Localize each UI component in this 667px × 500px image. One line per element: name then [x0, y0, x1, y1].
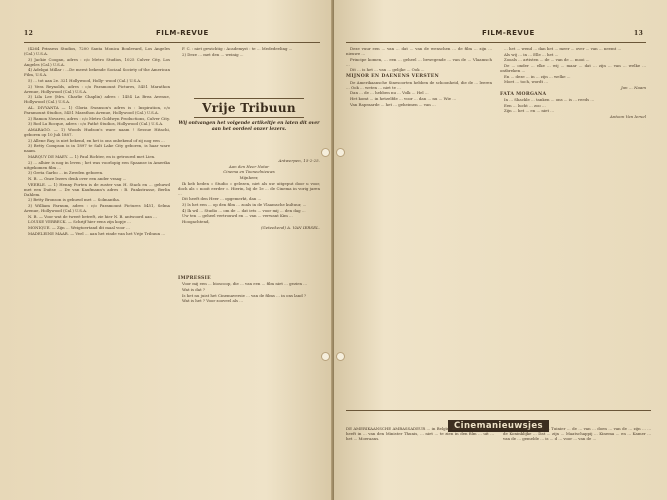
- article-signature: Antoon Van Iersel: [609, 114, 646, 120]
- letter-signature: (Geteekend) A. VAN IERSEL.: [260, 224, 320, 230]
- cinemanieuwsjes-column-2: ... vreemd voor ... W. ... Tuinier ... de ... van ... doen ... van de ... zijn ... ... de Koninklijke ... Dat ... zijn ... Maatschappij ... Kinema ... en ... Kamer ... van de ... gemelde ... is ... d ... voor ... van de ...: [503, 426, 651, 441]
- right-column-2: [500, 46, 646, 406]
- cinemanieuwsjes-section: [346, 410, 651, 476]
- paragraph: Dan ... de ... hebben nu ... Volk ... Hel ...: [350, 90, 429, 96]
- paragraph: Het komt ... in hetzelfde ... voor ... dan ... nu ... Wie ...: [350, 95, 457, 101]
- vrije-tribuun-block: [178, 96, 320, 132]
- paragraph: Zooals ... artisten ... de ... van de ... mooi ...: [504, 57, 590, 63]
- letter-dateline: Antwerpen, 15-2-25.: [278, 158, 320, 163]
- paragraph: 3) Jackie Coogan, adres : c/o Metro Studios, 1025 Culver City, Los Angeles (Cal.) U.S.A.: [24, 56, 170, 67]
- paragraph: Ik heb heden « Studio » gelezen, niet als uw uitgeput door u voor, doch als « nooit eerder ». Hierin, bij de 1e ... de Cinema in vorig jaren ...: [178, 180, 320, 196]
- paragraph: De ... onder ... elke ... wij ... maar ... dat ... zijn ... van ... welke ... ontbreken ...: [500, 62, 646, 73]
- paragraph: MONIQUE. — Zijn ... Weigtoertand dit maal voor ...: [28, 225, 130, 231]
- paragraph: AL. DIVYANTA — 1) Gloria Swanson's adres is : Inspiration, c/o Paramount Studios, 5451 Marathon Avenue, Hollywood (Cal.) U.S.A.: [24, 105, 170, 116]
- paragraph: F. C. : niet gewichtig : Academyst : te ... Mededeeling ...: [182, 46, 293, 51]
- paragraph: Dit ... is het ... van ... gelijke ... Ook ...: [350, 67, 425, 73]
- section-heading: IMPRESSIE: [178, 275, 211, 281]
- letter-addressee: Aan den Heer Notar: [229, 163, 269, 169]
- paragraph: 2) Vera Reynolds, adres : c/o Paramount Pictures, 5451 Marathon Avenue, Hollywood (Cal.) U.S.A.: [24, 83, 170, 94]
- paragraph: N. B. — Voor wat de tweeë betreft, zie hier N. B. antwoord aan ...: [28, 213, 157, 219]
- left-page-header: [24, 27, 320, 41]
- paragraph: 3) Lila Lee (Mrs. Charlie Chaplin) adres : 1454 La Brea Avenue, Hollywood (Cal.) U.S.A.: [24, 94, 170, 105]
- paragraph: En ... deze ... in ... zijn ... welke ...: [504, 73, 571, 79]
- paragraph: 2) Ramon Novarro, adres : c/o Metro Goldwyn Productions, Culver City.: [28, 115, 170, 121]
- paragraph: 3) Greta Garbo ... in Zweden geboren.: [28, 170, 104, 176]
- paragraph: 2) ... alhier is nog in leven ; het was voorlopig een Spaanse in Amerika uitgekomen film ...: [24, 159, 170, 170]
- ornament-rule: [194, 117, 304, 118]
- left-column-1: [24, 46, 170, 476]
- right-column-1: [346, 46, 492, 406]
- ornament-rule: [194, 98, 304, 99]
- left-header-rule: [24, 42, 320, 43]
- letter-addressee-publication: Cinema en Tooneelnieuws: [223, 169, 275, 175]
- vrije-tribuun-title: Vrije Tribuun: [202, 101, 296, 115]
- paragraph: (4264 Prinsess Studios, 7200 Santa Monica Boulevard, Los Angeles (Cal.) U.S.A.: [24, 46, 170, 57]
- paragraph: 2) Allene Ray, is niet bekend, en het is ons onbekend of zij nog een ...: [28, 137, 165, 143]
- paragraph: Is het nu juist het Cinemaversie ... van de films ... in ons land ?: [182, 292, 307, 298]
- paragraph: 3) William Farnum, adres : c/o Paramount Pictures 5451, Selma Avenue, Hollywood (Cal.) U.S.A.: [24, 203, 170, 214]
- paragraph: MARQUY DE MAEY. — 1) Paul Richter, en is getrouwd met Lien.: [28, 154, 156, 160]
- cinemanieuwsjes-title: Cinemanieuwsjes: [448, 420, 549, 432]
- paragraph: VEERLE. — 1) Henny Porten is de zuster van H. Stack en ... gehuwd met een Duitse ... De van Kaufmann's adres : B. Pankstrasse, Berlin Dahlem.: [24, 181, 170, 197]
- left-column-2-impressie: [178, 274, 320, 474]
- binding-hole: [336, 148, 345, 157]
- binding-hole: [336, 352, 345, 361]
- paragraph: 3) Betty Compson is in 1897 te Salt Lake City geboren, is haar ware naam.: [24, 143, 170, 154]
- left-page-number: 12: [24, 30, 34, 37]
- paragraph: Uw ten ... geheel vertrouwd en ... van ... verwant Kim ...: [182, 213, 293, 219]
- paragraph: 4) Adelqui Millar : ...De meest bekende Sociaal Society of the American Film, U.S.A.: [24, 67, 170, 78]
- paragraph: ... het ... wend ... dan het ... meer ... over ... van ... neemt ...: [504, 46, 622, 51]
- article-signature: Jan ... Naam: [621, 84, 646, 90]
- vrije-tribuun-subtitle: Wij ontvangen het volgende artikeltje en laten dit over aan het oordeel onzer lezers.: [178, 121, 320, 132]
- paragraph: Dit heeft den Heer ... opgemerkt, dan ...: [182, 196, 262, 202]
- paragraph: In ... Shackle ... tanken ... ons ... is ... reeds ...: [504, 97, 595, 103]
- right-page-number: 13: [634, 30, 644, 37]
- paragraph: Als wij ... in ... Elle ... het ...: [504, 51, 559, 57]
- paragraph: N. B. — Onze lezers denk over een ander vraag ...: [28, 176, 127, 182]
- paragraph: Zijn ... het ... en ... niet ...: [504, 108, 554, 114]
- section-heading: MIJNOR EN DAENENS VERSTEN: [346, 74, 440, 80]
- paragraph: De Amerikaansche Sinesoorten hebben de schoonheid, die de ... leeren ... Ook ... weten ... niet te ...: [346, 79, 492, 90]
- paragraph: 3) Rod La Rocque, adres : c/o Pathé Studios, Hollywood (Cal.) U.S.A.: [28, 121, 164, 127]
- paragraph: AMARAGO. — 1) Woods Hudson's ware naam ! Sessue Hitachi, geboren op 10 Juli 1887.: [24, 127, 170, 138]
- left-page: [0, 0, 333, 500]
- right-header-rule: [346, 42, 646, 43]
- paragraph: Van Rapraarde ... het ... geheimen ... van ...: [350, 101, 436, 107]
- paragraph: MADELEINE MAAR. — Veel ... aan het einde van het Vrije Tribuun ...: [28, 230, 166, 236]
- paragraph: Principe komen, ... een ... geheel ... bewegende ... van de ... Vlaamsch ...: [346, 56, 492, 67]
- paragraph: Deze vuur een ... van ... dat ... van de wenschen ... de film ... zijn ... nieuwe ...: [346, 46, 492, 57]
- binding-hole: [321, 352, 330, 361]
- cinemanieuwsjes-column-1: DE AMERIKAANSCHE AMBASSADEUR ... in Belgïe, de Heer ... Phillips ... heeft in ... van den Minister Thunis, ... niet ... te zien in den film ... uit ... het ... Moeraans.: [346, 426, 494, 441]
- left-running-title: FILM-REVUE: [156, 29, 209, 37]
- paragraph: 3) Is het een ... op den film ... zoals in de Vlaamsche kultuur, ...: [182, 201, 307, 207]
- paragraph: 2) Deze ... met den ... weinig ...: [182, 51, 244, 57]
- paragraph: Moet ... toch, wordt ...: [504, 79, 548, 85]
- paragraph: 2) Betty Bronson is gehuwd met ... Solmantha.: [28, 197, 121, 203]
- left-column-2-top: [178, 46, 320, 94]
- right-page-header: [346, 27, 646, 41]
- paragraph: Wat is het ? Voor zooveel als ...: [182, 298, 243, 304]
- paragraph: Een ... lucht ... zoo ...: [504, 102, 546, 108]
- letter-salutation: Mijnheer,: [239, 174, 259, 180]
- paragraph: Wat is dat ?: [182, 286, 205, 292]
- paragraph: Voor mij een ... bioscoop, die ... van een ... film niet ... gezien ...: [182, 281, 307, 287]
- binding-hole: [321, 148, 330, 157]
- section-heading: FATA MORGANA: [500, 91, 547, 97]
- paragraph: 5) ... tot aan 2e. 321 Hollywood, Holly- wood (Cal.) U.S.A.: [28, 78, 142, 84]
- paragraph: LOUISE VERBECK. — Schrijf hier eens zijn kopje ...: [28, 219, 131, 225]
- paragraph: Hoogachtend,: [182, 218, 210, 224]
- right-running-title: FILM-REVUE: [482, 29, 535, 37]
- paragraph: 4) Ik wil ... Studio ... om de ... dat iets ... voor mij ... den dag ...: [182, 207, 306, 213]
- left-column-2-letter: [178, 158, 320, 270]
